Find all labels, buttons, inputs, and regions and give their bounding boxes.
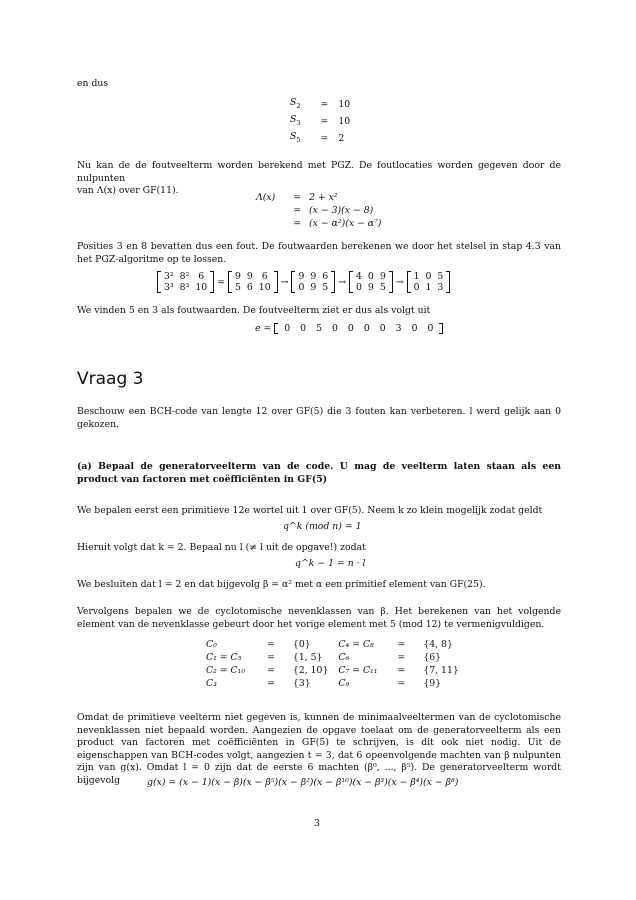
coset-rhs: {3} [292, 678, 311, 689]
matrix-row [353, 271, 389, 282]
matrix-cell: 6 [246, 282, 253, 293]
intro-text: en dus [77, 78, 109, 89]
syndrome-eq: = [320, 115, 329, 127]
paragraph-pgz-line2: van Λ(x) over GF(11). [77, 185, 179, 196]
matrix-cell: 9 [379, 271, 386, 282]
section-title: Vraag 3 [77, 369, 144, 389]
paragraph-cosets: Vervolgens bepalen we de cyclotomische nevenklassen van β. Het berekenen van het volgende element van de nevenklasse gebeurt door het vorige element met 5 (mod 12) te vermenigvuldigen. [77, 606, 561, 630]
equals-sign: = [217, 276, 225, 288]
paragraph-positions: Posities 3 en 8 bevatten dus een fout. De foutwaarden berekenen we door het stelsel in stap 4.3 van het PGZ-algoritme op te lossen. [77, 241, 561, 265]
coset-lhs: C₇ = C₁₁ [338, 665, 378, 676]
syndrome-symbol: S [290, 130, 297, 142]
coset-eq: = [397, 652, 406, 663]
paragraph-error-values: We vinden 5 en 3 als foutwaarden. De foutveelterm ziet er dus als volgt uit [77, 305, 431, 316]
matrix-cell: 0 [298, 282, 305, 293]
matrix-cell: 9 [298, 271, 305, 282]
coset-eq: = [267, 652, 275, 663]
matrix-cell: 0 [367, 271, 374, 282]
lambda-row [256, 217, 381, 230]
subsection-title: (a) Bepaal de generatorveelterm van de code. U mag de veelterm laten staan als een product van factoren met coëfficiënten in GF(5) [77, 461, 561, 485]
paragraph-bch: Beschouw een BCH-code van lengte 12 over GF(5) die 3 fouten kan verbeteren. l werd gelijk aan 0 gekozen. [77, 406, 561, 430]
error-vector-entry: 0 [363, 323, 370, 334]
coset-row [206, 677, 459, 690]
matrix-table [232, 271, 274, 293]
syndrome-symbol: S [290, 97, 297, 108]
error-vector-entry: 3 [395, 323, 402, 334]
matrix-row [232, 271, 274, 282]
matrix-cell: 6 [261, 271, 268, 282]
syndrome-value: 10 [338, 98, 351, 110]
equation-qk: q^k (mod n) = 1 [283, 521, 362, 532]
lambda-eq: = [293, 205, 302, 216]
syndrome-row [290, 130, 350, 147]
coset-lhs: C₄ = C₈ [338, 639, 374, 650]
paragraph-generator: Omdat de primitieve veelterm niet gegeven is, kunnen de minimaalveeltermen van de cyclotomische nevenklassen niet bepaald worden. Aangezien de opgave toelaat om de generatorveelterm als een product van factoren met coëfficiënten in GF(5) te schrijven, is dit ook niet nodig. Uit de eigenschappen van BCH-codes volgt, aangezien t = 3, dat 6 opeenvolgende machten van β nulpunten zijn van g(x). Omdat l = 0 zijn dat de eerste 6 machten (β⁰, ..., β⁵). De generatorveelterm wordt bijgevolg [77, 712, 561, 786]
coset-lhs: C₉ [338, 678, 350, 689]
error-vector-entry: 0 [347, 323, 354, 334]
matrix-cell: 10 [258, 282, 271, 293]
syndrome-index: 5 [296, 135, 301, 144]
coset-lhs: C₁ = C₅ [206, 652, 242, 663]
matrix-table [295, 271, 331, 293]
matrix-cell: 4 [356, 271, 362, 282]
matrix-cell: 1 [425, 282, 432, 293]
coset-row [206, 651, 459, 664]
error-vector-bracket [274, 323, 443, 334]
matrix-cell: 3² [164, 271, 174, 282]
matrix-cell: 9 [310, 271, 317, 282]
error-vector-entry: 0 [427, 323, 434, 334]
error-vector-entry: 0 [331, 323, 338, 334]
matrix-cell: 9 [367, 282, 374, 293]
coset-row [206, 664, 459, 677]
matrix-cell: 3 [437, 282, 444, 293]
lambda-row [256, 191, 381, 204]
coset-eq: = [397, 678, 406, 689]
matrix-reduction [157, 271, 450, 293]
syndrome-lhs [290, 130, 311, 147]
matrix [291, 271, 335, 293]
coset-lhs: C₀ [206, 639, 217, 650]
matrix-row [411, 271, 447, 282]
coset-lhs: C₃ [206, 678, 217, 689]
matrix-row [353, 282, 389, 293]
syndrome-index: 2 [296, 101, 301, 110]
matrix-row [295, 282, 331, 293]
lambda-equations [256, 191, 381, 230]
matrix-row [161, 282, 210, 293]
coset-eq: = [267, 665, 275, 676]
syndrome-lhs [290, 96, 311, 113]
matrix-cell: 5 [437, 271, 444, 282]
coset-row [206, 638, 459, 651]
page-number: 3 [314, 818, 320, 829]
lambda-rhs: (x − α²)(x − α⁷) [309, 218, 382, 229]
coset-lhs: C₆ [338, 652, 350, 663]
paragraph-beta: We besluiten dat l = 2 en dat bijgevolg β = α² met α een primitief element van GF(25). [77, 579, 486, 590]
lambda-rhs: 2 + x² [309, 192, 338, 203]
coset-eq: = [397, 639, 406, 650]
matrix-cell: 9 [234, 271, 241, 282]
matrix-table [411, 271, 447, 293]
lambda-lhs: Λ(x) [256, 192, 276, 203]
error-vector-entry: 0 [300, 323, 307, 334]
error-vector-entry: 0 [284, 323, 291, 334]
paragraph-primitive-root: We bepalen eerst een primitieve 12e wortel uit 1 over GF(5). Neem k zo klein mogelijk zodat geldt [77, 505, 543, 516]
error-vector-entry: 0 [379, 323, 386, 334]
syndrome-index: 3 [296, 118, 301, 127]
lambda-eq: = [293, 192, 302, 203]
lambda-rhs: (x − 3)(x − 8) [309, 205, 374, 216]
coset-rhs: {7, 11} [423, 665, 459, 676]
matrix-row [232, 282, 274, 293]
syndrome-value: 2 [338, 132, 345, 144]
matrix-row [295, 271, 331, 282]
syndrome-row [290, 113, 350, 130]
matrix-table [353, 271, 389, 293]
matrix [407, 271, 451, 293]
matrix-cell: 8³ [179, 282, 190, 293]
matrix-cell: 5 [379, 282, 386, 293]
matrix-cell: 9 [310, 282, 317, 293]
lambda-lhs [256, 217, 285, 230]
syndrome-eq: = [320, 132, 329, 144]
equation-generator: g(x) = (x − 1)(x − β)(x − β⁵)(x − β²)(x − β¹⁰)(x − β³)(x − β⁴)(x − β⁸) [147, 777, 459, 788]
matrix-cell: 6 [322, 271, 329, 282]
matrix-cell: 0 [356, 282, 362, 293]
coset-eq: = [267, 639, 275, 650]
coset-rhs: {9} [423, 678, 442, 689]
matrix [349, 271, 393, 293]
coset-rhs: {2, 10} [292, 665, 329, 676]
coset-eq: = [397, 665, 406, 676]
matrix-cell: 10 [195, 282, 208, 293]
matrix [157, 271, 214, 293]
coset-table [206, 638, 459, 690]
arrow-sign: → [338, 276, 346, 288]
syndrome-eq: = [320, 98, 329, 110]
lambda-eq: = [293, 218, 302, 229]
syndrome-equations [290, 96, 350, 147]
error-vector [255, 323, 443, 334]
syndrome-row [290, 96, 350, 113]
matrix-cell: 9 [246, 271, 253, 282]
matrix-cell: 6 [198, 271, 205, 282]
coset-rhs: {4, 8} [423, 639, 453, 650]
syndrome-symbol: S [290, 113, 297, 125]
matrix-cell: 5 [234, 282, 241, 293]
syndrome-value: 10 [338, 115, 351, 127]
syndrome-lhs [290, 113, 311, 130]
error-vector-entry: 5 [316, 323, 322, 334]
lambda-lhs [256, 204, 285, 217]
coset-lhs: C₂ = C₁₀ [206, 665, 246, 676]
matrix-table [161, 271, 210, 293]
matrix-row [411, 282, 447, 293]
matrix-cell: 5 [322, 282, 329, 293]
matrix-cell: 0 [413, 282, 420, 293]
arrow-sign: → [280, 276, 289, 288]
arrow-sign: → [395, 276, 404, 288]
matrix-cell: 1 [413, 271, 420, 282]
coset-rhs: {0} [292, 639, 311, 650]
matrix-cell: 0 [425, 271, 432, 282]
matrix [228, 271, 278, 293]
lambda-row [256, 204, 381, 217]
coset-rhs: {6} [423, 652, 442, 663]
coset-eq: = [267, 678, 275, 689]
matrix-row [161, 271, 210, 282]
paragraph-pgz-line1: Nu kan de de foutveelterm worden berekend met PGZ. De foutlocaties worden gegeven door de nulpunten [77, 160, 561, 184]
coset-rhs: {1, 5} [292, 652, 323, 663]
matrix-cell: 3³ [164, 282, 174, 293]
paragraph-k: Hieruit volgt dat k = 2. Bepaal nu l (≠ l uit de opgave!) zodat [77, 542, 366, 553]
error-vector-lhs: e = [255, 323, 272, 334]
equation-ql: q^k − 1 = n · l [295, 558, 366, 569]
matrix-cell: 8² [179, 271, 190, 282]
error-vector-entry: 0 [411, 323, 418, 334]
